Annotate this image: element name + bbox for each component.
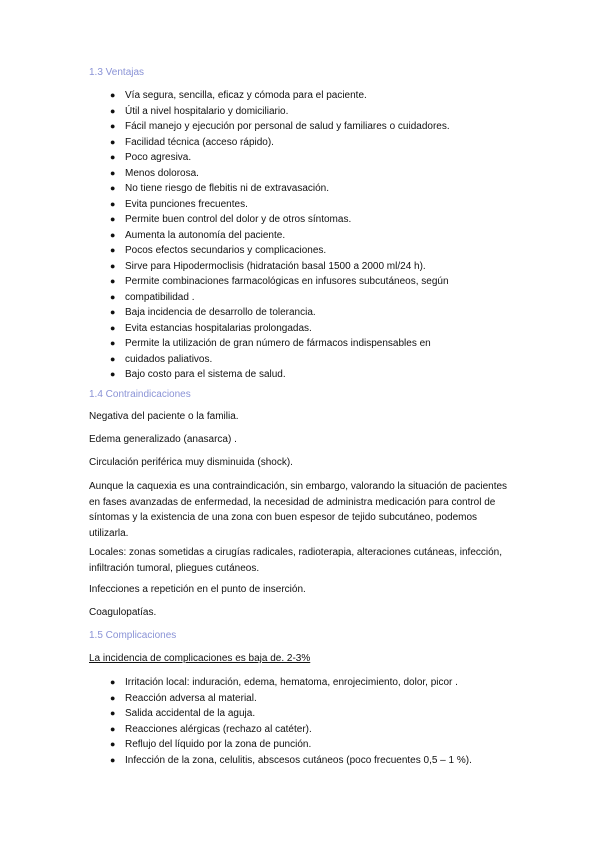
list-item: ● Pocos efectos secundarios y complicaciones. — [110, 245, 327, 256]
list-item: ● Permite buen control del dolor y de otros síntomas. — [110, 214, 352, 225]
list-item: ● Menos dolorosa. — [110, 167, 199, 179]
list-item: ● Sirve para Hipodermoclisis (hidratación basal 1500 a 2000 ml/24 h). — [110, 260, 426, 272]
heading-complicaciones: 1.5 Complicaciones — [89, 630, 177, 641]
heading-ventajas: 1.3 Ventajas — [89, 67, 145, 78]
paragraph: Locales: zonas sometidas a cirugías radicales, radioterapia, alteraciones cutáneas, infección, infiltración tumoral, pliegues cutáneos. — [89, 547, 503, 574]
list-item: ● compatibilidad . — [110, 291, 195, 303]
list-item: ● Evita estancias hospitalarias prolongadas. — [110, 322, 312, 334]
list-item: ● Permite combinaciones farmacológicas en infusores subcutáneos, según — [110, 276, 449, 287]
list-item: ● Poco agresiva. — [110, 152, 192, 163]
complicaciones-lead: La incidencia de complicaciones es baja de. 2-3% — [89, 653, 311, 664]
list-item: ● Bajo costo para el sistema de salud. — [110, 369, 286, 380]
paragraph: Coagulopatías. — [89, 607, 157, 618]
heading-contraindicaciones: 1.4 Contraindicaciones — [89, 389, 191, 400]
paragraph: Infecciones a repetición en el punto de inserción. — [89, 584, 306, 595]
list-item: ● Vía segura, sencilla, eficaz y cómoda para el paciente. — [110, 90, 367, 101]
list-item: ● cuidados paliativos. — [110, 353, 213, 365]
list-item: ● Baja incidencia de desarrollo de tolerancia. — [110, 307, 316, 318]
paragraph: Edema generalizado (anasarca) . — [89, 434, 237, 445]
paragraph: Negativa del paciente o la familia. — [89, 411, 239, 422]
list-item: ● Reacción adversa al material. — [110, 692, 257, 704]
ventajas-list — [110, 88, 505, 383]
paragraph: Circulación periférica muy disminuida (shock). — [89, 457, 293, 468]
list-item: ● Fácil manejo y ejecución por personal de salud y familiares o cuidadores. — [110, 121, 450, 132]
list-item: ● Facilidad técnica (acceso rápido). — [110, 136, 274, 148]
list-item: ● Permite la utilización de gran número de fármacos indispensables en — [110, 338, 431, 349]
list-item: ● No tiene riesgo de flebitis ni de extravasación. — [110, 183, 330, 194]
complicaciones-list — [110, 675, 505, 768]
list-item: ● Evita punciones frecuentes. — [110, 198, 248, 210]
list-item: ● Reacciones alérgicas (rechazo al catéter). — [110, 723, 312, 735]
list-item: ● Reflujo del líquido por la zona de punción. — [110, 739, 312, 750]
paragraph: Aunque la caquexia es una contraindicación, sin embargo, valorando la situación de pacientes en fases avanzadas de enfermedad, la necesidad de administra medicación para control de síntomas y la existencia de una zona con buen espesor de tejido subcutáneo, podemos utilizarla. — [89, 481, 508, 539]
list-item: ● Útil a nivel hospitalario y domiciliario. — [110, 105, 289, 117]
list-item: ● Infección de la zona, celulitis, abscesos cutáneos (poco frecuentes 0,5 – 1 %). — [110, 754, 472, 766]
list-item: ● Irritación local: induración, edema, hematoma, enrojecimiento, dolor, picor . — [110, 677, 458, 688]
list-item: ● Aumenta la autonomía del paciente. — [110, 229, 286, 241]
list-item: ● Salida accidental de la aguja. — [110, 708, 256, 719]
